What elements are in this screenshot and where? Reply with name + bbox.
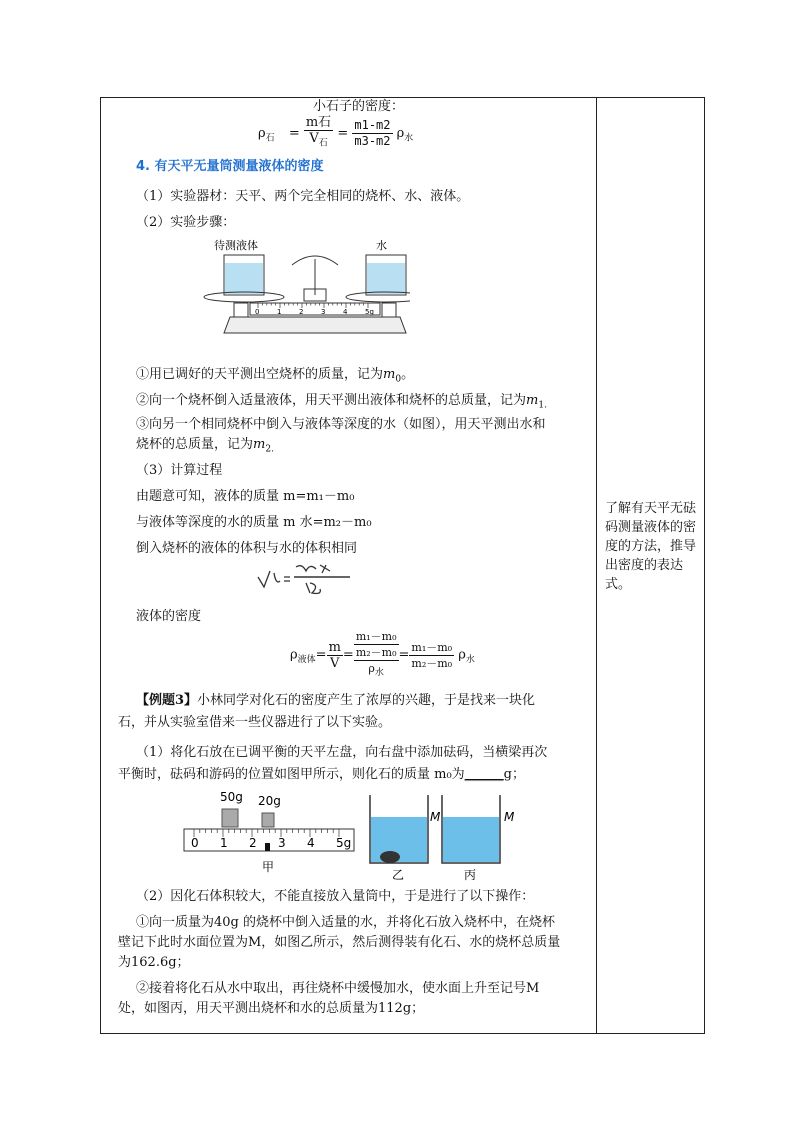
step-1 bbox=[136, 367, 414, 388]
weight-50g bbox=[222, 809, 238, 827]
step-3-var: m bbox=[253, 437, 266, 452]
v-sub: 石 bbox=[318, 138, 328, 149]
handwritten-volume-formula bbox=[250, 559, 360, 597]
balance-figure bbox=[200, 237, 410, 349]
fraction-m1m2 bbox=[352, 118, 392, 149]
weight-50g-label: 50g bbox=[220, 790, 243, 804]
content-column bbox=[100, 97, 596, 1034]
calc-title: （3）计算过程 bbox=[136, 463, 223, 478]
calc-line-3: 倒入烧杯的液体的体积与水的体积相同 bbox=[136, 541, 358, 556]
calc-line-1: 由题意可知，液体的质量 m=m₁－m₀ bbox=[136, 489, 355, 504]
question-1b-unit: g； bbox=[503, 767, 525, 782]
density-title: 液体的密度 bbox=[136, 609, 202, 624]
rho-water: ρ bbox=[396, 125, 405, 141]
label-water: 水 bbox=[376, 239, 387, 252]
caption-bing: 丙 bbox=[464, 868, 477, 882]
f-end-sub: 水 bbox=[465, 655, 475, 666]
v-symbol: V bbox=[309, 131, 319, 146]
section-heading: 4. 有天平无量筒测量液体的密度 bbox=[136, 159, 324, 174]
step-1-var: m bbox=[383, 367, 396, 382]
fraction-compound bbox=[354, 629, 399, 681]
step-3b-text: 烧杯的总质量，记为 bbox=[136, 437, 254, 452]
rho-liquid: ρ bbox=[290, 647, 298, 663]
denominator bbox=[304, 131, 333, 152]
fraction-m-v bbox=[327, 640, 343, 671]
step-2-sub: 1. bbox=[538, 400, 547, 411]
step-1-text: ①用已调好的天平测出空烧杯的质量，记为 bbox=[136, 367, 384, 382]
step-2 bbox=[136, 393, 547, 414]
step-2-var: m bbox=[526, 393, 539, 408]
equipment-text: （1）实验器材：天平、两个完全相同的烧杯、水、液体。 bbox=[136, 189, 470, 204]
example-text-a: 小林同学对化石的密度产生了浓厚的兴趣，于是找来一块化 bbox=[197, 693, 536, 708]
fraction-final bbox=[409, 640, 454, 671]
f-m1m0: m₁－m₀ bbox=[355, 630, 397, 643]
balance-base bbox=[224, 317, 406, 333]
step-1-end: 。 bbox=[401, 367, 415, 382]
f-rho-w: ρ bbox=[368, 662, 375, 675]
mark-m-yi: M bbox=[430, 810, 441, 824]
water-bing bbox=[443, 817, 499, 862]
scale-label: 5g bbox=[365, 308, 374, 316]
experiment-figure bbox=[180, 787, 580, 887]
equals-2: = bbox=[337, 125, 349, 141]
caption-yi: 乙 bbox=[392, 868, 405, 882]
objective-note: 了解有天平无砝码测量液体的密度的方法，推导出密度的表达式。 bbox=[605, 501, 697, 592]
f-final-den: m₂－m₀ bbox=[411, 656, 453, 670]
q2-step2b: 处，如图丙，用天平测出烧杯和水的总质量为112g； bbox=[118, 1001, 425, 1016]
liquid-left bbox=[225, 263, 263, 294]
q2-step1b: 壁记下此时水面位置为M，如图乙所示，然后测得装有化石、水的烧杯总质量 bbox=[118, 935, 561, 950]
step-3a: ③向另一个相同烧杯中倒入与液体等深度的水（如图），用天平测出水和 bbox=[136, 417, 546, 432]
fraction-mass-volume bbox=[304, 115, 333, 152]
f-m: m bbox=[328, 639, 341, 655]
scale-label: 5g bbox=[336, 836, 352, 850]
step-1-sub: 0 bbox=[395, 374, 402, 385]
fossil bbox=[380, 851, 400, 863]
scale-label: 0 bbox=[191, 836, 199, 850]
weight-20g-label: 20g bbox=[258, 794, 281, 808]
f-rho-w-sub: 水 bbox=[374, 668, 384, 679]
q2-step1a: ①向一质量为40g 的烧杯中倒入适量的水，并将化石放入烧杯中，在烧杯 bbox=[136, 915, 555, 930]
rider bbox=[265, 843, 270, 851]
scale-label: 4 bbox=[307, 836, 315, 850]
water-right bbox=[367, 263, 405, 294]
label-liquid: 待测液体 bbox=[214, 239, 258, 252]
stone-density-formula bbox=[258, 115, 413, 152]
rho-sub: 石 bbox=[265, 133, 275, 144]
mark-m-bing: M bbox=[504, 810, 515, 824]
scale-label: 3 bbox=[321, 308, 326, 316]
f-rho-w-wrap bbox=[354, 661, 399, 681]
numerator-m1m2: m1-m2 bbox=[354, 117, 391, 132]
rho-water-sub: 水 bbox=[404, 133, 414, 144]
q2-step2a: ②接着将化石从水中取出，再往烧杯中缓慢加水，使水面上升至记号M bbox=[136, 981, 540, 996]
steps-title: （2）实验步骤： bbox=[136, 215, 236, 230]
step-2-text: ②向一个烧杯倒入适量液体，用天平测出液体和烧杯的总质量，记为 bbox=[136, 393, 527, 408]
caption-jia: 甲 bbox=[262, 860, 275, 874]
f-m2m0: m₂－m₀ bbox=[355, 646, 397, 659]
question-1b bbox=[118, 767, 525, 783]
step-3b bbox=[136, 437, 274, 458]
question-1b-text: 平衡时，砝码和游码的位置如图甲所示，则化石的质量 m₀为 bbox=[118, 767, 465, 782]
f-final-num: m₁－m₀ bbox=[411, 640, 453, 654]
scale-label: 1 bbox=[220, 836, 228, 850]
rho-liquid-sub: 液体 bbox=[297, 655, 316, 666]
calc-line-2: 与液体等深度的水的质量 m 水=m₂－m₀ bbox=[136, 515, 372, 530]
notes-column bbox=[597, 97, 705, 1034]
left-nut bbox=[234, 303, 248, 317]
numerator: m石 bbox=[305, 115, 332, 130]
example-label: 【例题3】 bbox=[136, 693, 198, 708]
weight-20g bbox=[262, 813, 274, 827]
scale-label: 3 bbox=[278, 836, 286, 850]
liquid-density-formula: $\rho_{液体}=$ $\frac{m}{V}$ = m₁－m₀ m₂－m₀ $\rho_水$ = $\frac{\text{m₁－m₀}}{\text{m₂－m₀}}$ $\rho_水$ bbox=[290, 629, 475, 681]
example-line-2: 石，并从实验室借来一些仪器进行了以下实验。 bbox=[118, 715, 392, 730]
scale-label: 4 bbox=[343, 308, 348, 316]
f-end-rho: ρ bbox=[458, 647, 466, 663]
question-1a: （1）将化石放在已调平衡的天平左盘，向右盘中添加砝码，当横梁再次 bbox=[136, 745, 548, 760]
scale-label: 2 bbox=[299, 308, 304, 316]
scale-label: 2 bbox=[249, 836, 257, 850]
right-nut bbox=[382, 303, 396, 317]
answer-blank: ______ bbox=[464, 767, 504, 782]
step-3-sub: 2. bbox=[265, 444, 274, 455]
example-line-1 bbox=[136, 693, 535, 709]
q2-step1c: 为162.6g； bbox=[118, 955, 190, 970]
question-2: （2）因化石体积较大，不能直接放入量筒中，于是进行了以下操作： bbox=[136, 889, 535, 904]
stone-density-intro: 小石子的密度： bbox=[313, 99, 405, 114]
equals: = bbox=[288, 125, 300, 141]
scale-label: 1 bbox=[277, 308, 282, 316]
f-v: V bbox=[330, 655, 340, 671]
rho-symbol: ρ bbox=[258, 125, 266, 141]
scale-label: 0 bbox=[255, 308, 260, 316]
denominator-m3m2: m3-m2 bbox=[354, 133, 391, 148]
